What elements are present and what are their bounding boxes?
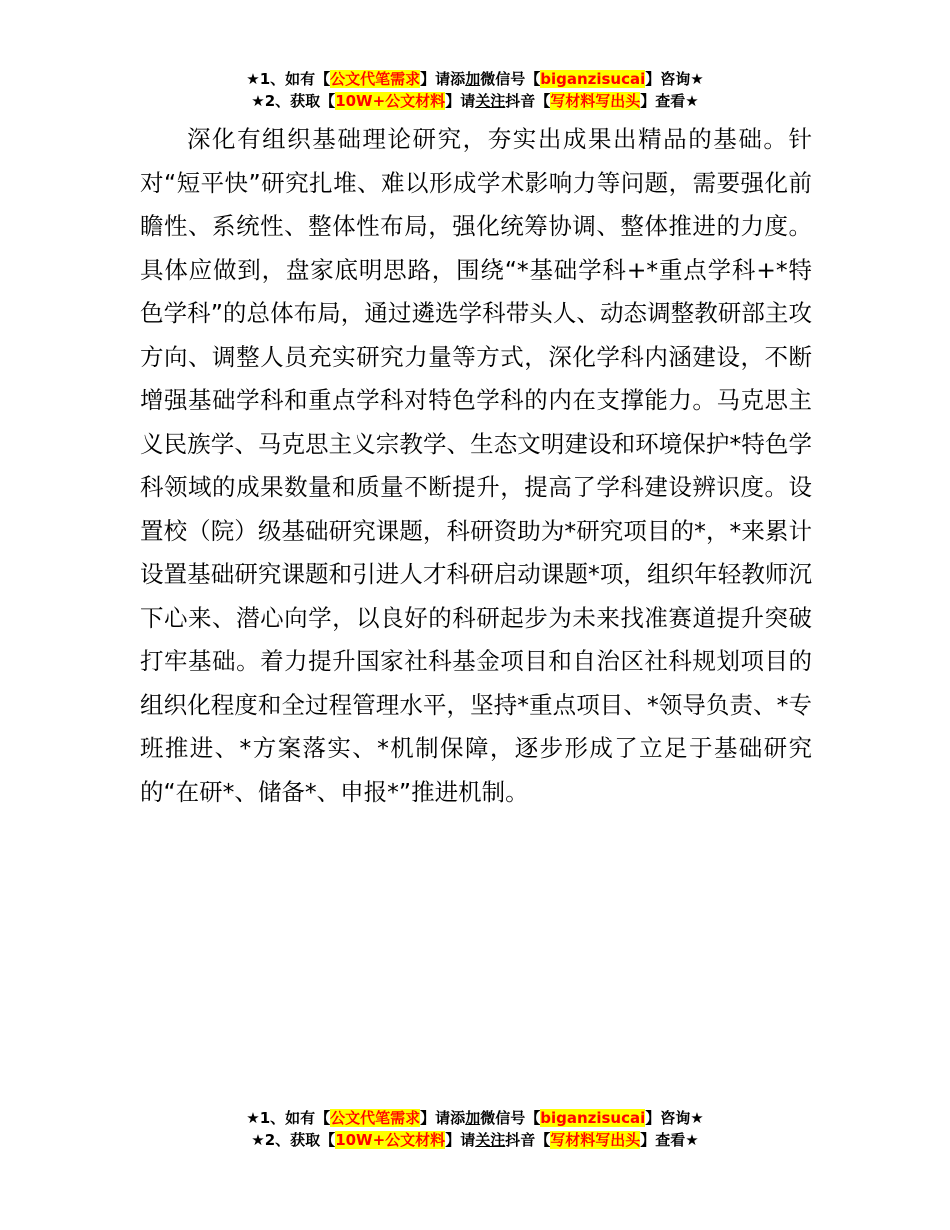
banner-text: 】请添 [420,1109,466,1127]
banner-text: 2、获取【 [264,92,336,110]
banner-text: 2、获取【 [264,1131,336,1149]
highlight-materials: 10W+公文材料 [335,92,446,110]
banner-text: 1、如有【 [259,70,331,88]
banner-text: 】请 [445,1131,476,1149]
banner-emphasis: 关注 [475,92,506,110]
banner-emphasis: 关注 [475,1131,506,1149]
banner-text: 】查看★ [640,1131,699,1149]
banner-line-1 [0,1107,950,1129]
star-icon: ★ [251,92,265,110]
banner-emphasis: 加 [465,1109,481,1127]
banner-text: 抖音【 [505,1131,551,1149]
banner-emphasis: 加 [465,70,481,88]
highlight-wechat-id: biganzisucai [540,70,646,88]
banner-text: 】咨询★ [645,1109,704,1127]
footer-banner [0,1107,950,1151]
banner-text: 1、如有【 [259,1109,331,1127]
banner-text: 微信号【 [480,1109,541,1127]
banner-text: 微信号【 [480,70,541,88]
highlight-service: 公文代笔需求 [330,1109,421,1127]
highlight-service: 公文代笔需求 [330,70,421,88]
banner-text: 】请 [445,92,476,110]
banner-line-2 [0,90,950,112]
banner-line-2 [0,1129,950,1151]
highlight-douyin-account: 写材料写出头 [550,1131,641,1149]
banner-text: 】请添 [420,70,466,88]
header-banner [0,68,950,112]
banner-line-1 [0,68,950,90]
banner-text: 抖音【 [505,92,551,110]
star-icon: ★ [246,70,260,88]
star-icon: ★ [251,1131,265,1149]
banner-text: 】咨询★ [645,70,704,88]
highlight-douyin-account: 写材料写出头 [550,92,641,110]
highlight-materials: 10W+公文材料 [335,1131,446,1149]
banner-text: 】查看★ [640,92,699,110]
star-icon: ★ [246,1109,260,1127]
highlight-wechat-id: biganzisucai [540,1109,646,1127]
body-paragraph: 深化有组织基础理论研究，夯实出成果出精品的基础。针对“短平快”研究扎堆、难以形成学术影响力等问题，需要强化前瞻性、系统性、整体性布局，强化统筹协调、整体推进的力度。具体应做到，盘家底明思路，围绕“*基础学科+*重点学科+*特色学科”的总体布局，通过遴选学科带头人、动态调整教研部主攻方向、调整人员充实研究力量等方式，深化学科内涵建设，不断增强基础学科和重点学科对特色学科的内在支撑能力。马克思主义民族学、马克思主义宗教学、生态文明建设和环境保护*特色学科领域的成果数量和质量不断提升，提高了学科建设辨识度。设置校（院）级基础研究课题，科研资助为*研究项目的*，*来累计设置基础研究课题和引进人才科研启动课题*项，组织年轻教师沉下心来、潜心向学，以良好的科研起步为未来找准赛道提升突破打牢基础。着力提升国家社科基金项目和自治区社科规划项目的组织化程度和全过程管理水平，坚持*重点项目、*领导负责、*专班推进、*方案落实、*机制保障，逐步形成了立足于基础研究的“在研*、储备*、申报*”推进机制。 [140,125,812,806]
